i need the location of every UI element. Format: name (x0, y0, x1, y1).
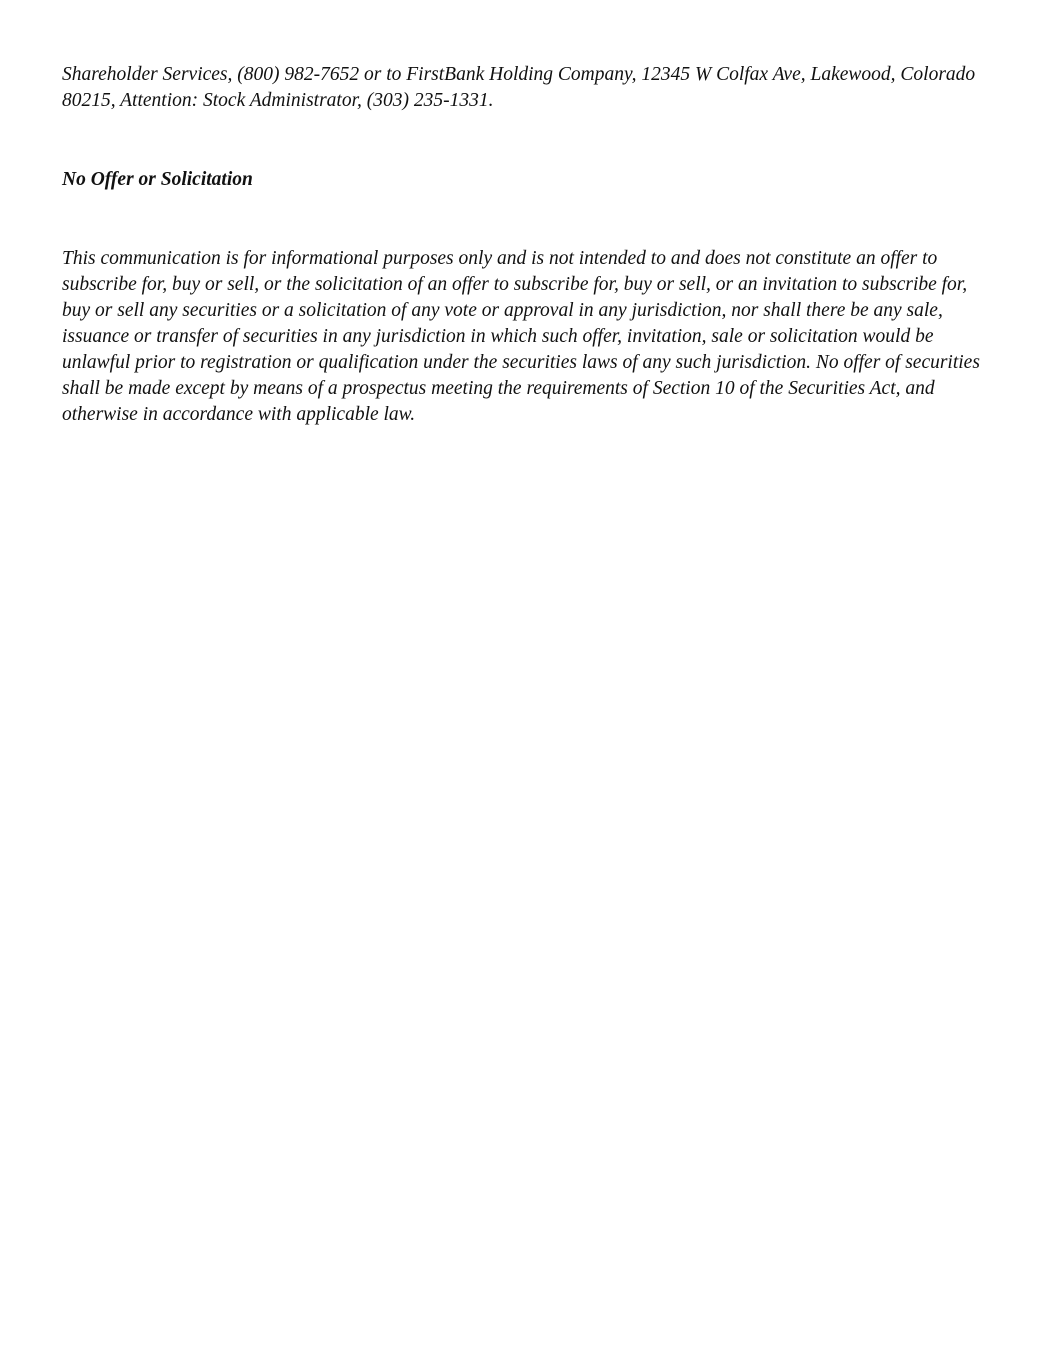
contact-paragraph: Shareholder Services, (800) 982-7652 or to FirstBank Holding Company, 12345 W Colfax Ave, Lakewood, Colorado 80215, Attention: Stock Administrator, (303) 235-1331. (62, 64, 976, 111)
disclaimer-paragraph: This communication is for informational purposes only and is not intended to and does not constitute an offer to subscribe for, buy or sell, or the solicitation of an offer to subscribe for, buy or sell, or an invitation to subscribe for, buy or sell any securities or a solicitation of any vote or approval in any jurisdiction, nor shall there be any sale, issuance or transfer of securities in any jurisdiction in which such offer, invitation, sale or solicitation would be unlawful prior to registration or qualification under the securities laws of any such jurisdiction. No offer of securities shall be made except by means of a prospectus meeting the requirements of Section 10 of the Securities Act, and otherwise in accordance with applicable law. (62, 248, 980, 425)
document-page (62, 62, 996, 428)
section-heading: No Offer or Solicitation (62, 169, 253, 190)
